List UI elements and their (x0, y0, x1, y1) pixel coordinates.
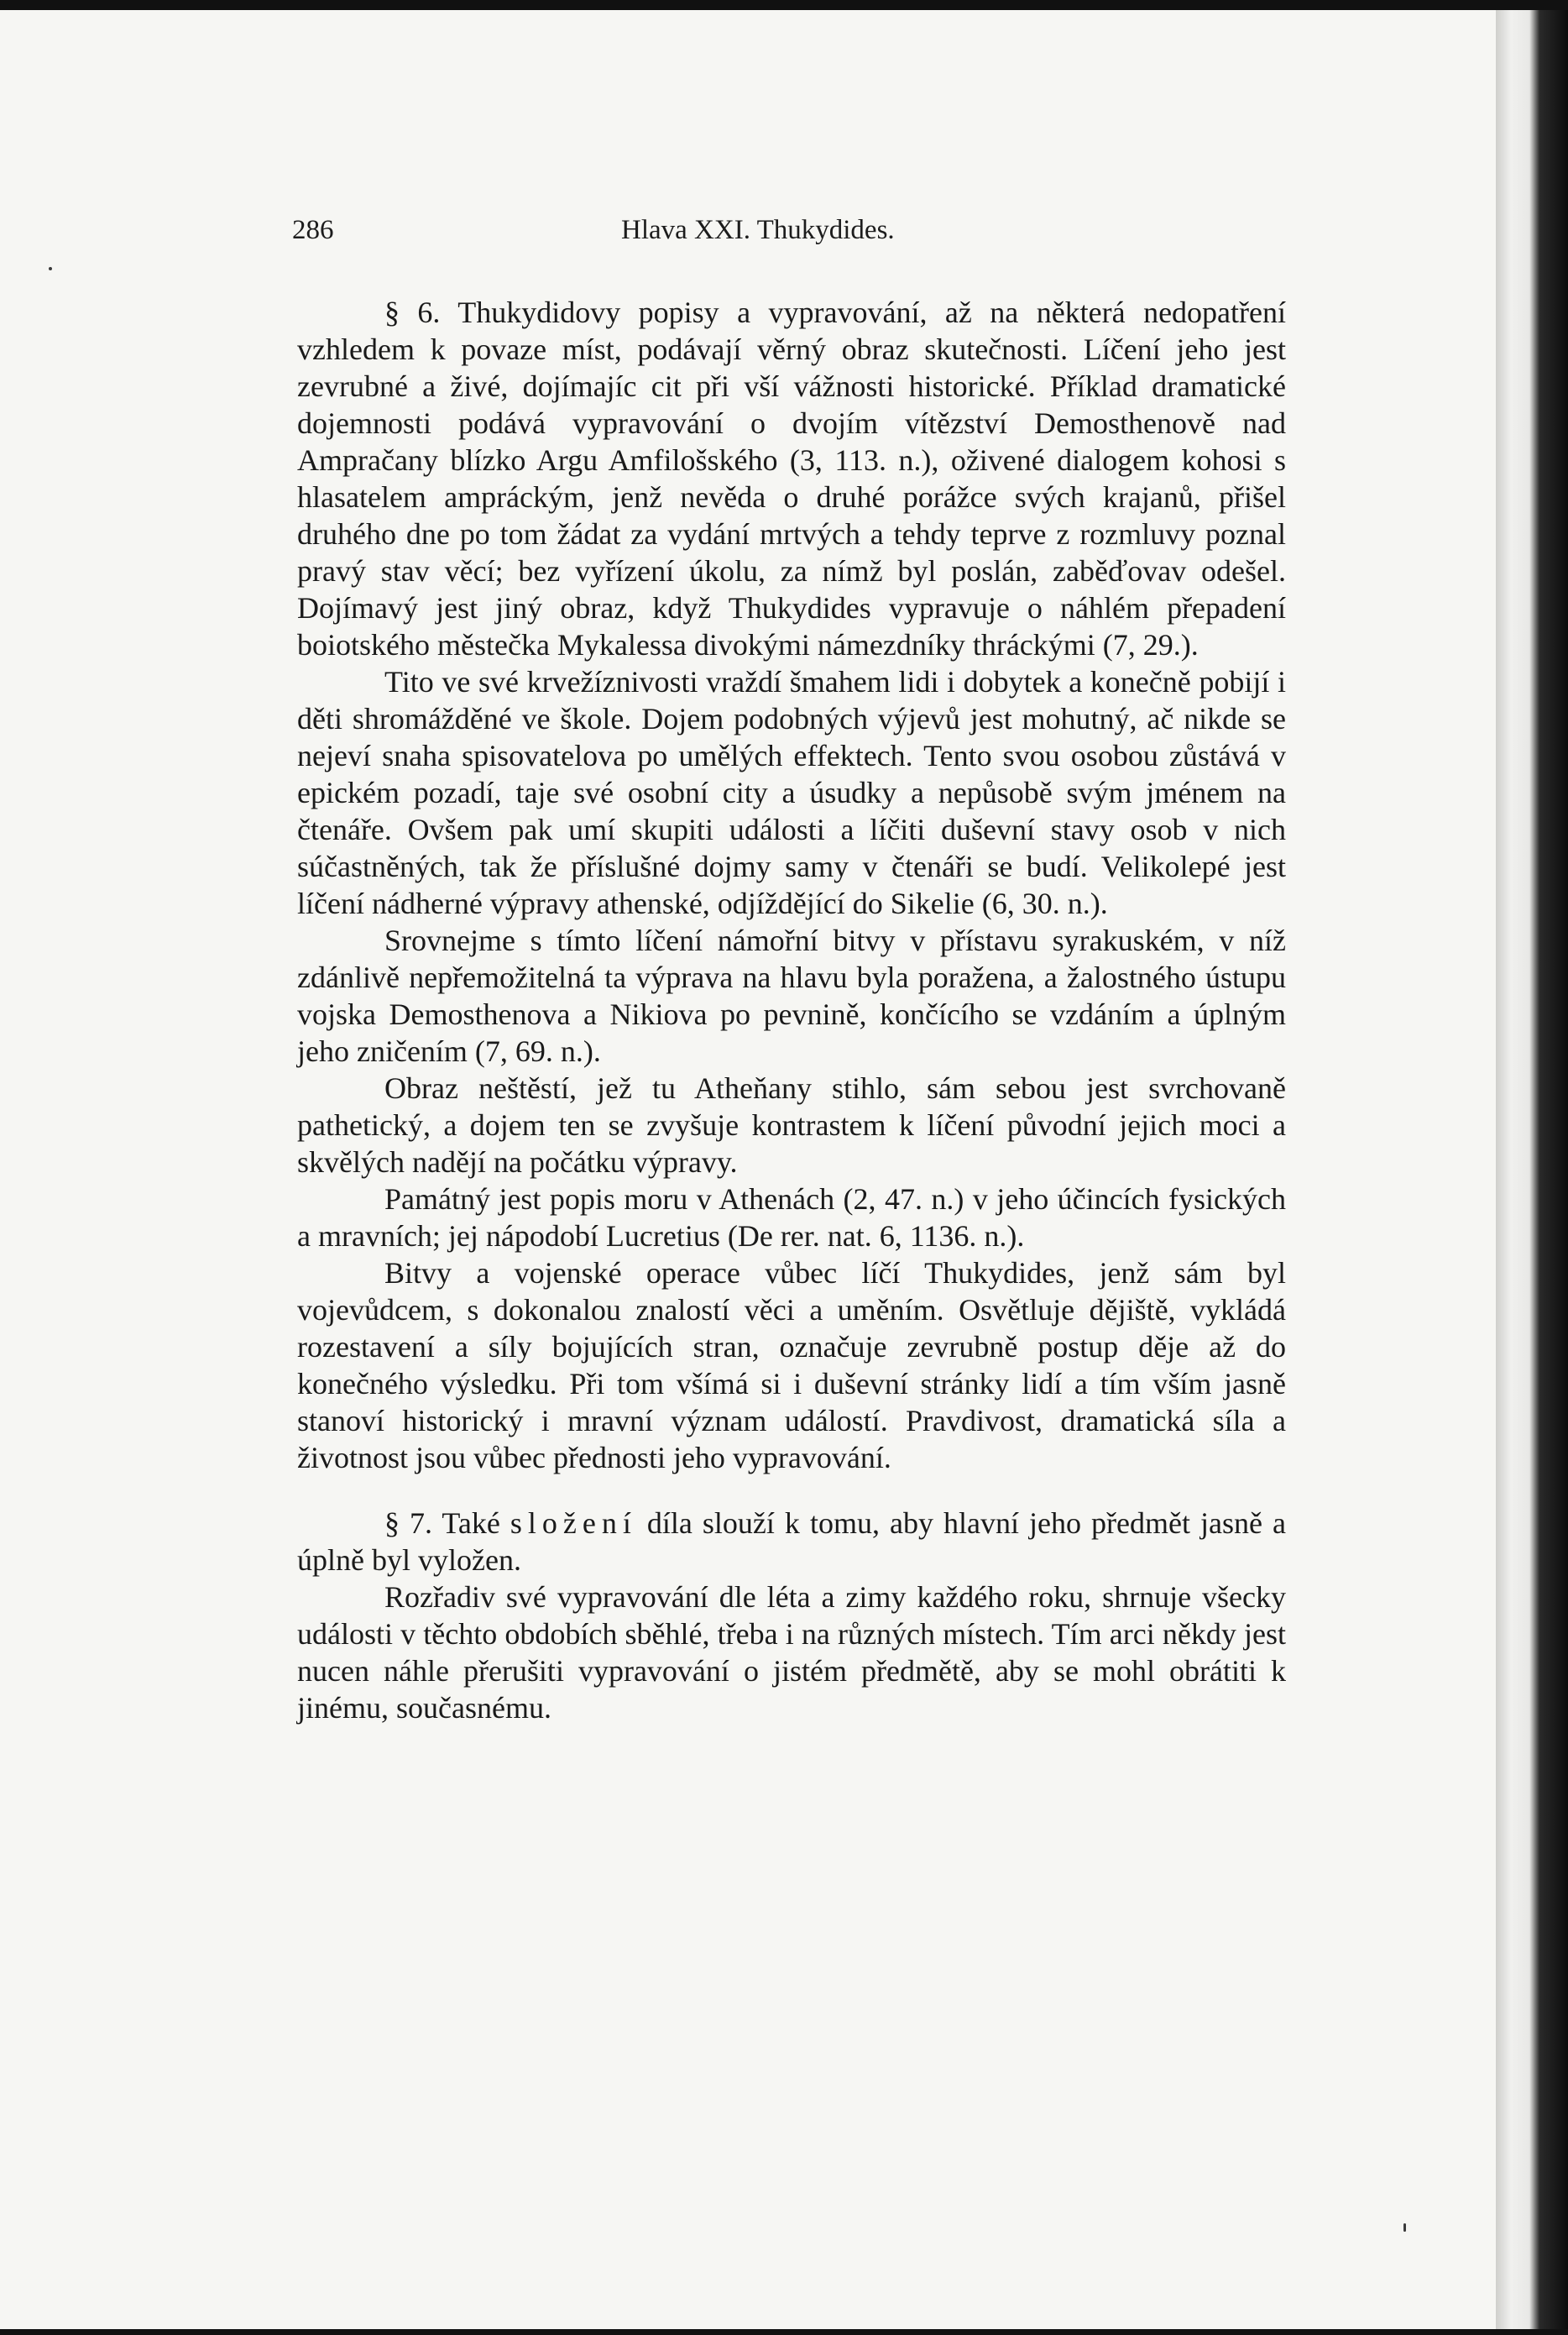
paragraph: § 6. Thukydidovy popisy a vypravování, až na některá nedopatření vzhledem k povaze míst, podávají věrný obraz skutečnosti. Líčení jeho jest zevrubné a živé, dojímajíc cit při vší vážnosti historické. Příklad dramatické dojemnosti podává vypravování o dvojím vítězství Demosthenově nad Ampračany blízko Argu Amfilošského (3, 113. n.), oživené dialogem kohosi s hlasatelem ampráckým, jenž nevěda o druhé porážce svých krajanů, přišel druhého dne po tom žádat za vydání mrtvých a tehdy teprve z rozmluvy poznal pravý stav věcí; bez vyřízení úkolu, za nímž byl poslán, zaběďovav odešel. Dojímavý jest jiný obraz, když Thukydides vypravuje o náhlém přepadení boiotského městečka Mykalessa divokými námezdníky thráckými (7, 29.). (297, 296, 1286, 662)
paragraph: Srovnejme s tímto líčení námořní bitvy v přístavu syrakuském, v níž zdánlivě nepřemožitelná ta výprava na hlavu byla poražena, a žalostného ústupu vojska Demosthenova a Nikiova po pevnině, končícího se vzdáním a úplným jeho zničením (7, 69. n.). (297, 924, 1286, 1068)
paragraph: Rozřadiv své vypravování dle léta a zimy každého roku, shrnuje všecky události v těchto obdobích sběhlé, třeba i na různých místech. Tím arci někdy jest nucen náhle přerušiti vypravování o jistém předmětě, aby se mohl obrátiti k jinému, současnému. (297, 1580, 1286, 1725)
paragraph: Tito ve své krvežíznivosti vraždí šmahem lidi i dobytek a konečně pobijí i děti shromážděné ve škole. Dojem podobných výjevů jest mohutný, ač nikde se nejeví snaha spisovatelova po umělých effektech. Tento svou osobou zůstává v epickém pozadí, taje své osobní city a úsudky a nepůsobě svým jménem na čtenáře. Ovšem pak umí skupiti události a líčiti duševní stavy osob v nich súčastněných, tak že příslušné dojmy samy v čtenáři se budí. Velikolepé jest líčení nádherné výpravy athenské, odjíždějící do Sikelie (6, 30. n.). (297, 665, 1286, 920)
scan-speck (49, 267, 52, 270)
section-7-paragraph (297, 1505, 1286, 1578)
page-body (297, 294, 1286, 1726)
paragraph: Bitvy a vojenské operace vůbec líčí Thukydides, jenž sám byl vojevůdcem, s dokonalou znalostí věci a uměním. Osvětluje dějiště, vykládá rozestavení a síly bojujících stran, označuje zevrubně postup děje až do konečného výsledku. Při tom všímá si i duševní stránky lidí a tím vším jasně stanoví historický i mravní význam událostí. Pravdivost, dramatická síla a životnost jsou vůbec přednosti jeho vypravování. (297, 1256, 1286, 1474)
page-header (292, 215, 1286, 265)
spaced-emphasis: složení (510, 1506, 637, 1540)
paragraph: Obraz neštěstí, jež tu Atheňany stihlo, sám sebou jest svrchovaně pathetický, a dojem ten se zvyšuje kontrastem k líčení původní jejich moci a skvělých nadějí na počátku výpravy. (297, 1071, 1286, 1179)
page-number: 286 (292, 215, 334, 245)
section-7-lead: § 7. Také (384, 1506, 500, 1540)
running-head: Hlava XXI. Thukydides. (621, 215, 895, 245)
book-gutter (1496, 10, 1568, 2329)
scan-speck (1403, 2223, 1406, 2232)
section-7-rest: díla slouží k tomu, aby hlavní jeho předmět jasně a úplně byl vyložen. (297, 1506, 1286, 1577)
paragraph: Památný jest popis moru v Athenách (2, 47. n.) v jeho účincích fysických a mravních; jej nápodobí Lucretius (De rer. nat. 6, 1136. n.). (297, 1182, 1286, 1253)
